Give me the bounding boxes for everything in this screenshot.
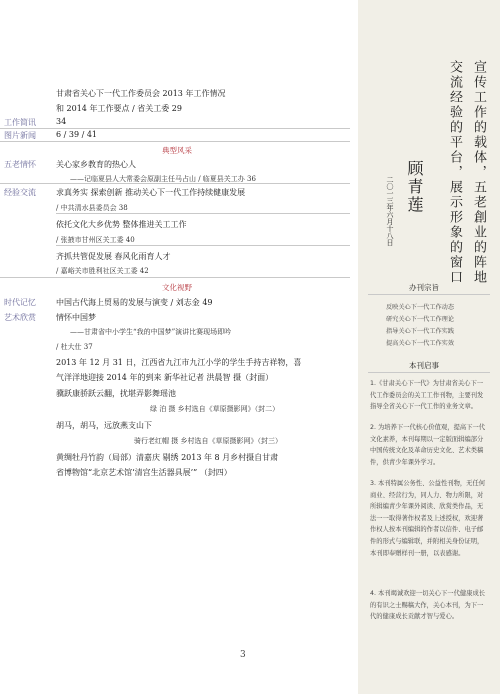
inside-back-title: 胡马，胡马，远放燕支山下 xyxy=(56,421,152,430)
notice-paragraph-3: 3. 本刊特属公务性、公益性刊物，无任何商业、经营行为，同人力、物力所限，对所辑编青少年课外阅读、欣赏类作品，无法一一取得著作权者及上述授权，欢迎著作权人按本刊编辑的作者以信件、电子邮件的形式与编辑联，并附相关身份证明，本刊即奉赠样刊一册，以表感谢。 xyxy=(370,480,486,557)
notice-title: 本刊启事 xyxy=(409,361,439,370)
mission-title: 办刊宗旨 xyxy=(409,283,439,292)
divider xyxy=(0,277,350,278)
entry-wulao-title[interactable]: 关心家乡教育的热心人 xyxy=(56,160,136,169)
entry-exp-2-author: / 张掖市甘州区关工委 40 xyxy=(56,236,135,244)
section-label-work-news: 工作简讯 xyxy=(4,118,36,127)
divider xyxy=(0,128,350,129)
inside-cover-credit: 绿 泊 摄 乡村选自《草原摄影网》（封二） xyxy=(150,405,280,413)
back-cover-caption-line1: 黄绸牡丹竹韵（局部）清嘉庆 剔绣 2013 年 8 月乡村摄自甘肃 xyxy=(56,453,279,462)
notice-paragraph-2: 2. 为培养下一代核心价值观，提高下一代文化素养，本刊每期以一定版面辑编部分中国传统文化及革命历史文化、艺术类稿件，供青少年课外学习。 xyxy=(370,424,486,466)
section-label-art: 艺术欣赏 xyxy=(4,313,36,322)
entry-china-dream-title[interactable]: 情怀中国梦 xyxy=(56,313,96,322)
page-number: 3 xyxy=(240,650,246,660)
entry-maritime-trade[interactable]: 中国古代海上贸易的发展与演变 / 刘志金 49 xyxy=(56,298,213,307)
section-label-photo-news: 图片新闻 xyxy=(4,131,36,140)
divider xyxy=(0,141,350,142)
photo-news-pages[interactable]: 6 / 39 / 41 xyxy=(56,130,98,139)
calligraphy-col2: 交流经验的平台，展示形象的窗口 xyxy=(447,60,462,285)
right-sidebar xyxy=(358,0,500,694)
mission-line-1: 反映关心下一代工作动态 xyxy=(386,304,455,311)
section-heading-culture: 文化视野 xyxy=(162,283,192,292)
inside-cover-title: 骥跃康骄跃云翻，扰堪弄影舞瑶池 xyxy=(56,389,176,398)
mission-line-4: 提高关心下一代工作实效 xyxy=(386,340,455,347)
entry-work-report-title[interactable]: 甘肃省关心下一代工作委员会 2013 年工作情况 xyxy=(56,89,226,98)
inside-back-credit: 骑行老红帽 摄 乡村选自《草原摄影网》（封三） xyxy=(134,437,282,445)
entry-exp-2-title[interactable]: 依托文化大乡优势 整体推进关工工作 xyxy=(56,220,187,229)
divider xyxy=(368,372,490,373)
calligraphy-signature: 顾青莲 xyxy=(405,160,424,214)
entry-wulao-subtitle: ——记临夏县人大常委会原副主任马占山 / 临夏县关工办 36 xyxy=(70,175,256,183)
divider xyxy=(368,294,490,295)
section-label-experience: 经验交流 xyxy=(4,188,36,197)
mission-line-3: 指导关心下一代工作实践 xyxy=(386,328,455,335)
divider xyxy=(56,245,350,246)
calligraphy-col1: 宣传工作的载体，五老創业的阵地 xyxy=(471,60,486,285)
entry-exp-1-title[interactable]: 求真务实 探索创新 推动关心下一代工作持续健康发展 xyxy=(56,188,246,197)
calligraphy-inscription xyxy=(364,56,496,285)
entry-exp-3-title[interactable]: 齐抓共管促发展 春风化雨育人才 xyxy=(56,252,171,261)
entry-exp-3-author: / 嘉峪关市胜利社区关工委 42 xyxy=(56,267,149,275)
divider xyxy=(0,183,350,184)
entry-china-dream-subtitle: ——甘肃省中小学生“我的中国梦”演讲比赛现场即吟 xyxy=(70,328,232,336)
work-news-page[interactable]: 34 xyxy=(56,117,67,126)
section-heading-typical: 典型风采 xyxy=(162,146,192,155)
divider xyxy=(56,213,350,214)
section-label-wulao: 五老情怀 xyxy=(4,160,36,169)
entry-work-report-author: 和 2014 年工作要点 / 省关工委 29 xyxy=(56,104,182,113)
entry-china-dream-author: / 杜大仕 37 xyxy=(56,343,93,351)
cover-caption-line1: 2013 年 12 月 31 日，江西省九江市九江小学的学生手持吉祥物，喜 xyxy=(56,358,302,367)
notice-paragraph-4: 4. 本刊竭诚欢迎一切关心下一代健康成长的有识之士赐稿大作，关心本刊，为下一代的健康成长贡献才智与爱心。 xyxy=(370,590,486,621)
calligraphy-date: 二〇一三年六月十八日 xyxy=(386,176,394,246)
section-label-era-memory: 时代记忆 xyxy=(4,298,36,307)
entry-exp-1-author: / 中共清水县委员会 38 xyxy=(56,204,128,212)
notice-paragraph-1: 1.《甘肃关心下一代》为甘肃省关心下一代工作委员会的关工工作刊物，主要刊发指导全省关心下一代工作的业务文章。 xyxy=(370,380,484,411)
cover-caption-line2: 气洋洋地迎接 2014 年的到来 新华社记者 洪晨智 摄（封面） xyxy=(56,373,274,382)
mission-line-2: 研究关心下一代工作理论 xyxy=(386,316,455,323)
back-cover-caption-line2: 省博物馆“北京艺术馆‘清宫生活器具展’” （封四） xyxy=(56,468,232,477)
